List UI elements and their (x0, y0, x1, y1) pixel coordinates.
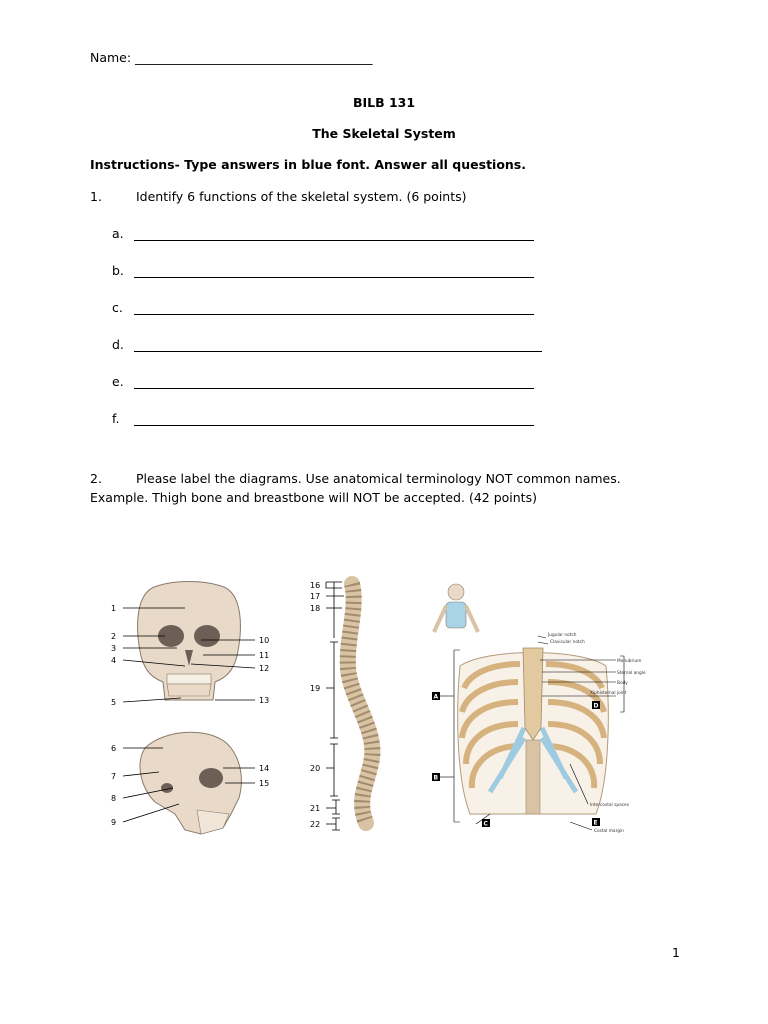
spine-brackets (326, 582, 344, 830)
answer-blank[interactable] (134, 376, 534, 389)
skull-label: 5 (111, 698, 117, 707)
instructions: Instructions- Type answers in blue font. Answer all questions. (90, 157, 526, 172)
skull-label: 3 (111, 644, 117, 653)
skull-label: 15 (259, 779, 270, 788)
skull-label: 12 (259, 664, 270, 673)
skull-label: 14 (259, 764, 270, 773)
course-code: BILB 131 (352, 95, 416, 110)
ribcage-label: Body (617, 681, 628, 686)
skull-label: 6 (111, 744, 117, 753)
skull-label: 13 (259, 696, 270, 705)
answer-line-a[interactable] (112, 226, 534, 241)
skeleton-thumbnail (434, 584, 478, 632)
skull-label: 1 (111, 604, 117, 613)
skull-label: 11 (259, 651, 270, 660)
ribcage-label: Intercostal spaces (590, 803, 629, 808)
answer-blank[interactable] (134, 413, 534, 426)
worksheet-title: The Skeletal System (312, 126, 456, 141)
spine-label: 19 (310, 684, 321, 693)
spine-diagram (302, 578, 412, 836)
answer-line-f[interactable] (112, 411, 534, 426)
answer-blank[interactable] (134, 228, 534, 241)
answer-label: c. (112, 300, 123, 315)
skull-label: 10 (259, 636, 270, 645)
question-2 (90, 469, 670, 507)
answer-label: e. (112, 374, 124, 389)
ribcage-label: Manubrium (617, 659, 642, 664)
question-2-number: 2. (90, 471, 102, 486)
ribcage-label: Jugular notch (548, 633, 577, 638)
ribcage-label: Sternal angle (617, 671, 646, 676)
ribcage-letter: C (483, 820, 488, 828)
spine-label: 22 (310, 820, 321, 829)
thoracic-cage-illustration (458, 648, 609, 814)
question-1 (90, 189, 467, 204)
skull-label: 9 (111, 818, 117, 827)
skull-label: 4 (111, 656, 117, 665)
skull-label: 7 (111, 772, 117, 781)
ribcage-diagram (420, 578, 646, 840)
answer-label: b. (112, 263, 124, 278)
spine-label: 17 (310, 592, 321, 601)
answer-line-d[interactable] (112, 337, 542, 352)
vertebral-column-illustration (348, 584, 373, 823)
answer-blank[interactable] (134, 265, 534, 278)
spine-label: 20 (310, 764, 321, 773)
spine-label: 21 (310, 804, 321, 813)
spine-label: 18 (310, 604, 321, 613)
spine-label: 16 (310, 581, 321, 590)
ribcage-label: Clavicular notch (550, 640, 585, 645)
ribcage-letter: B (433, 774, 439, 782)
ribcage-label: Costal margin (594, 829, 624, 834)
answer-line-c[interactable] (112, 300, 534, 315)
question-1-number: 1. (90, 189, 102, 204)
ribcage-label: Xiphisternal joint (590, 691, 627, 696)
answer-blank[interactable] (134, 339, 542, 352)
name-field-label: Name: ______________________________________ (90, 50, 373, 65)
skull-label: 8 (111, 794, 117, 803)
ribcage-letter: A (433, 693, 439, 701)
skull-label: 2 (111, 632, 117, 641)
answer-label: d. (112, 337, 124, 352)
question-2-text: Please label the diagrams. Use anatomical terminology NOT common names. Example. Thigh bone and breastbone will NOT be accepted. (42 points) (90, 471, 621, 505)
answer-label: a. (112, 226, 124, 241)
page-number: 1 (672, 945, 680, 960)
skull-diagram (105, 578, 285, 846)
answer-label: f. (112, 411, 120, 426)
skull-front-illustration (138, 582, 241, 701)
answer-line-b[interactable] (112, 263, 534, 278)
ribcage-letter: E (593, 819, 598, 827)
ribcage-letter: D (593, 702, 599, 710)
answer-line-e[interactable] (112, 374, 534, 389)
question-1-text: Identify 6 functions of the skeletal system. (6 points) (136, 189, 467, 204)
answer-blank[interactable] (134, 302, 534, 315)
